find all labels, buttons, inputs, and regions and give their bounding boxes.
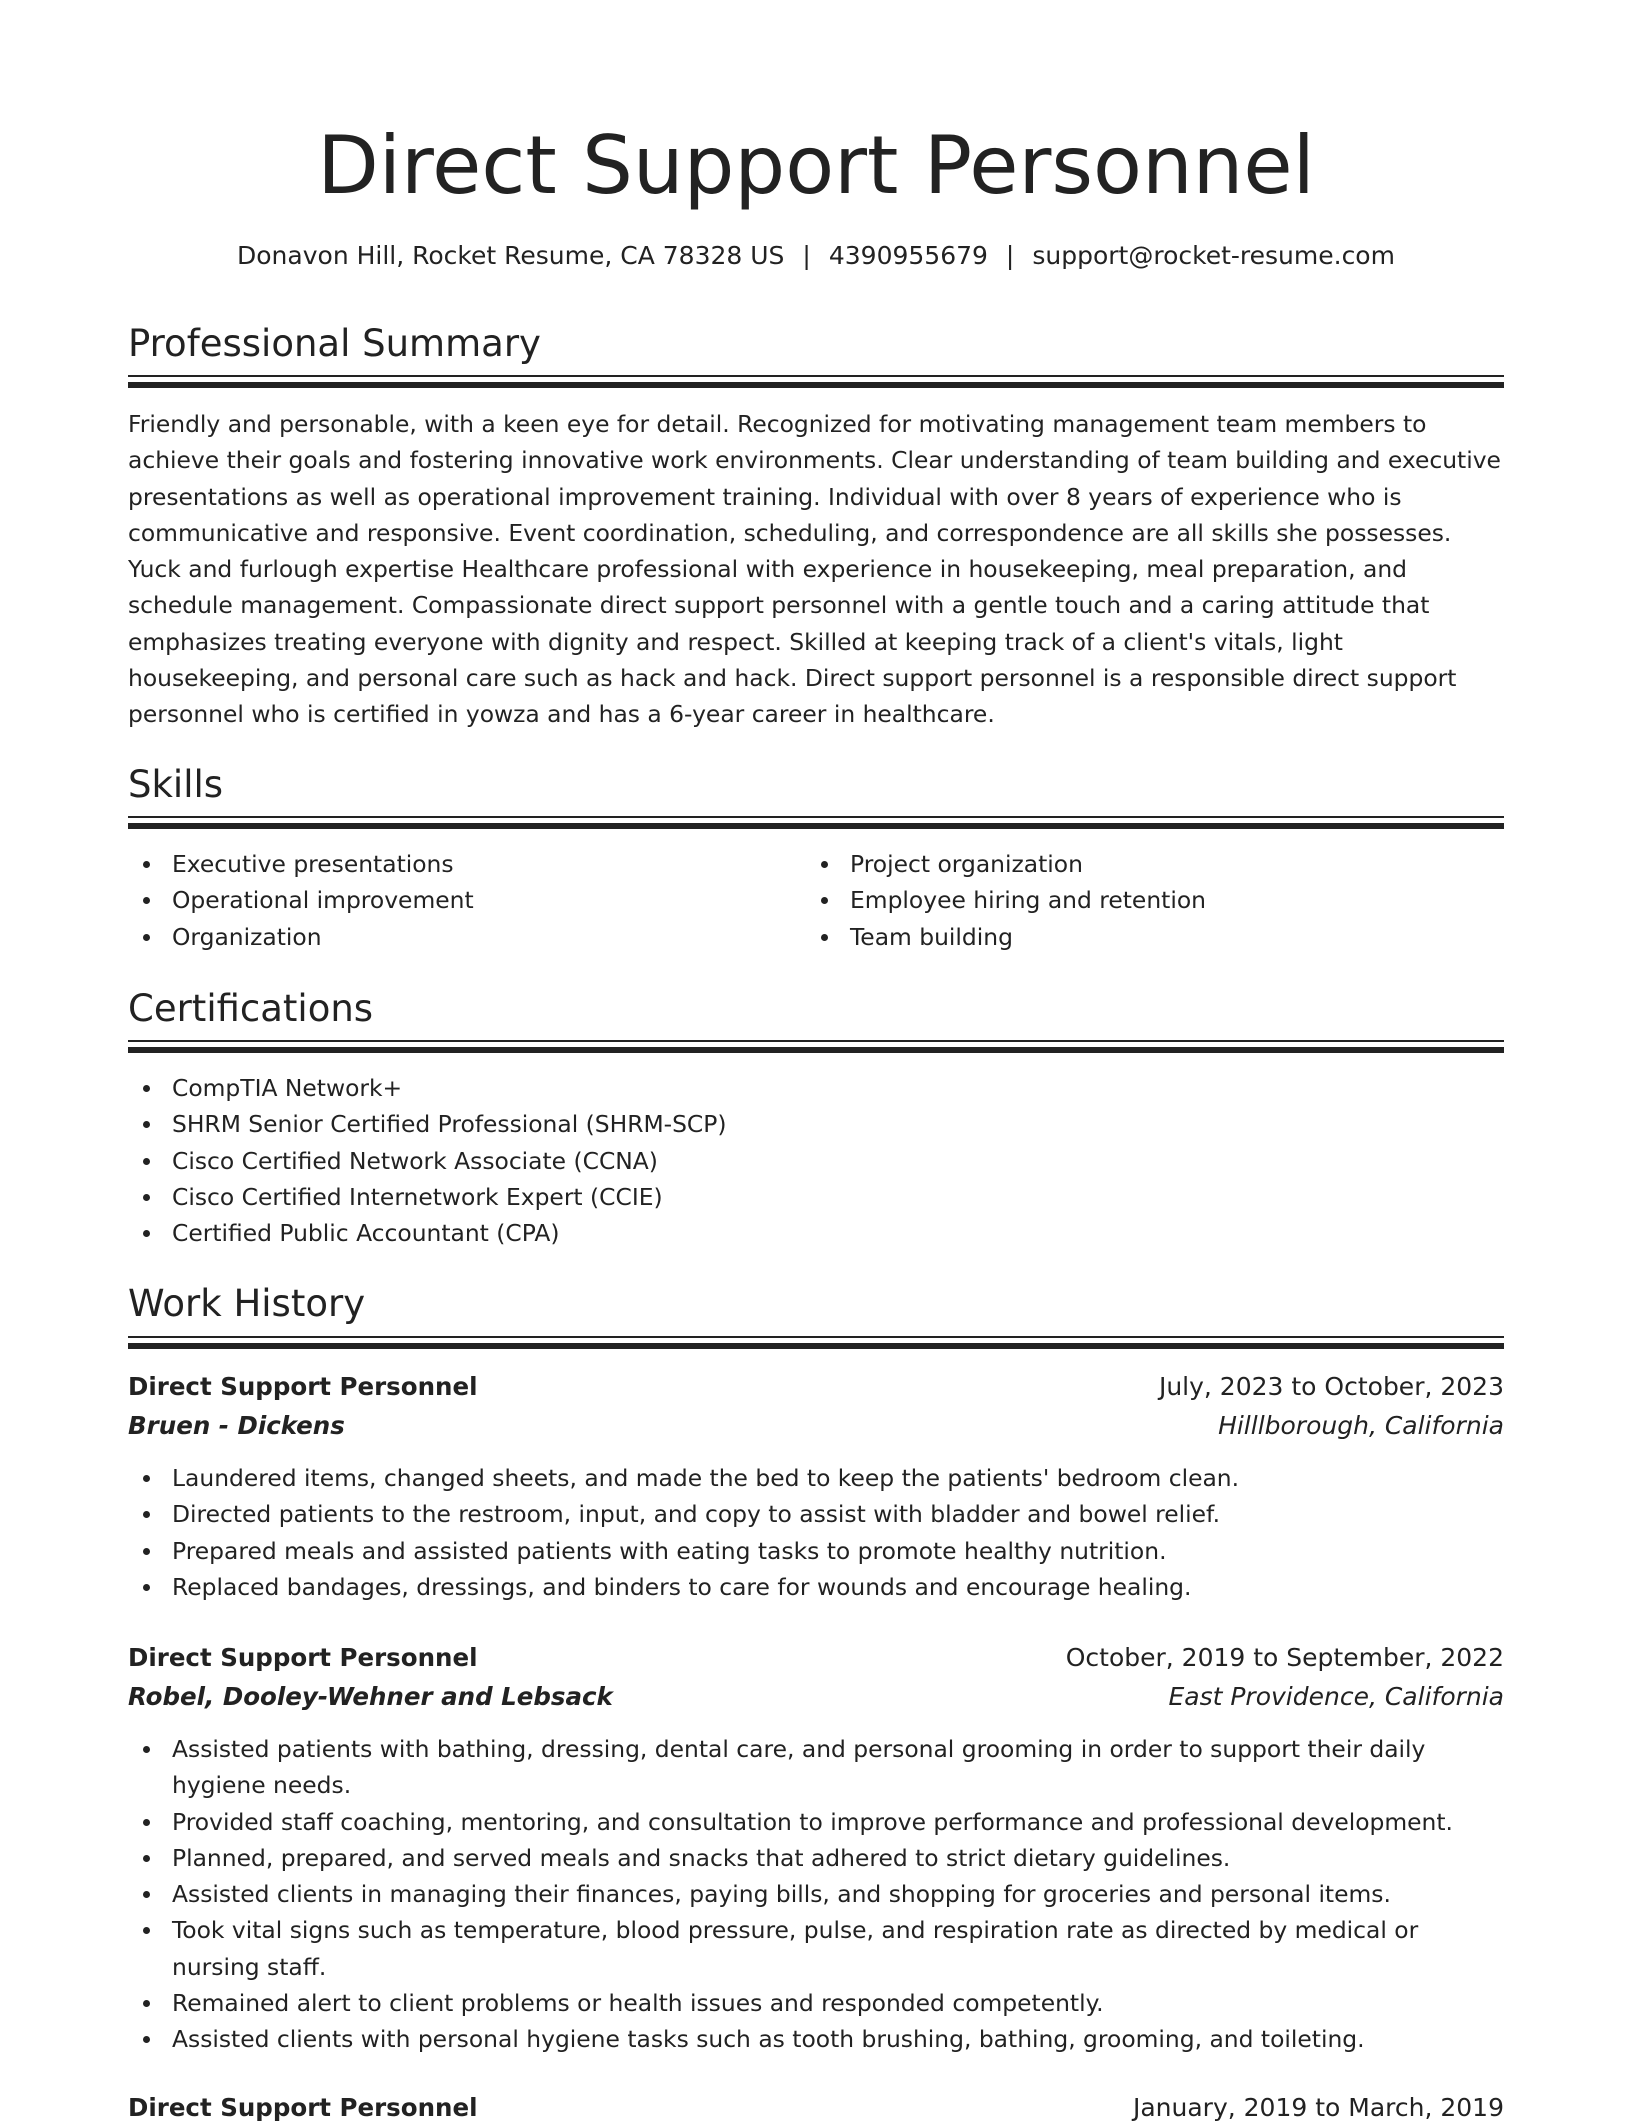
section-divider: [128, 816, 1504, 829]
contact-phone: 4390955679: [828, 241, 988, 270]
contact-separator: |: [1005, 241, 1015, 270]
skills-list-left: [128, 846, 802, 955]
skill-item: Executive presentations: [172, 846, 802, 882]
contact-separator: |: [802, 241, 811, 270]
job-location: East Providence, California: [1168, 1682, 1504, 1711]
job-dates: October, 2019 to September, 2022: [1065, 1643, 1504, 1672]
job-duty-item: Provided staff coaching, mentoring, and consultation to improve performance and professional development.: [172, 1804, 1504, 1840]
job-duty-item: Remained alert to client problems or health issues and responded competently.: [172, 1985, 1504, 2021]
job-duties-list: [128, 1731, 1504, 2058]
job-title: Direct Support Personnel: [128, 2093, 478, 2122]
job-dates: January, 2019 to March, 2019: [1132, 2093, 1504, 2122]
section-title-summary: Professional Summary: [128, 322, 541, 365]
skill-item: Operational improvement: [172, 882, 802, 918]
job-title: Direct Support Personnel: [128, 1372, 478, 1401]
certification-item: CompTIA Network+: [172, 1070, 1504, 1106]
job-duty-item: Replaced bandages, dressings, and binders to care for wounds and encourage healing.: [172, 1569, 1504, 1605]
certification-item: SHRM Senior Certified Professional (SHRM-SCP): [172, 1106, 1504, 1142]
job-title: Direct Support Personnel: [128, 1643, 478, 1672]
job-duty-item: Assisted clients in managing their finances, paying bills, and shopping for groceries and personal items.: [172, 1876, 1504, 1912]
skill-item: Organization: [172, 919, 802, 955]
job-duty-item: Laundered items, changed sheets, and made the bed to keep the patients' bedroom clean.: [172, 1460, 1504, 1496]
section-title-work-history: Work History: [128, 1282, 366, 1325]
job-company: Bruen - Dickens: [128, 1411, 345, 1440]
job-duty-item: Assisted patients with bathing, dressing, dental care, and personal grooming in order to support their daily hygiene needs.: [172, 1731, 1504, 1804]
contact-email: support@rocket-resume.com: [1032, 241, 1395, 270]
summary-text: Friendly and personable, with a keen eye for detail. Recognized for motivating management team members to achieve their goals and fostering innovative work environments. Clear understanding of team building and executive presentations as well as operational improvement training. Individual with over 8 years of experience who is communicative and responsive. Event coordination, scheduling, and correspondence are all skills she possesses. Yuck and furlough expertise Healthcare professional with experience in housekeeping, meal preparation, and schedule management. Compassionate direct support personnel with a gentle touch and a caring attitude that emphasizes treating everyone with dignity and respect. Skilled at keeping track of a client's vitals, light housekeeping, and personal care such as hack and hack. Direct support personnel is a responsible direct support personnel who is certified in yowza and has a 6-year career in healthcare.: [128, 410, 1501, 729]
job-duty-item: Assisted clients with personal hygiene tasks such as tooth brushing, bathing, grooming, and toileting.: [172, 2021, 1504, 2057]
section-title-certifications: Certifications: [128, 987, 374, 1030]
skill-item: Project organization: [850, 846, 1504, 882]
skills-list-right: [806, 846, 1504, 955]
skill-item: Employee hiring and retention: [850, 882, 1504, 918]
job-duty-item: Directed patients to the restroom, input, and copy to assist with bladder and bowel relief.: [172, 1496, 1504, 1532]
resume-name: Direct Support Personnel: [317, 119, 1315, 212]
contact-line: [0, 238, 1632, 274]
job-duty-item: Planned, prepared, and served meals and snacks that adhered to strict dietary guidelines.: [172, 1840, 1504, 1876]
skill-item: Team building: [850, 919, 1504, 955]
certification-item: Cisco Certified Network Associate (CCNA): [172, 1143, 1504, 1179]
section-divider: [128, 375, 1504, 388]
job-company: Robel, Dooley-Wehner and Lebsack: [128, 1682, 613, 1711]
contact-address: Donavon Hill, Rocket Resume, CA 78328 US: [237, 241, 785, 270]
job-dates: July, 2023 to October, 2023: [1158, 1372, 1504, 1401]
job-location: Hilllborough, California: [1218, 1411, 1504, 1440]
section-divider: [128, 1040, 1504, 1053]
certification-item: Cisco Certified Internetwork Expert (CCIE): [172, 1179, 1504, 1215]
certifications-list: [128, 1070, 1504, 1251]
section-title-skills: Skills: [128, 763, 224, 806]
certification-item: Certified Public Accountant (CPA): [172, 1215, 1504, 1251]
job-duty-item: Took vital signs such as temperature, blood pressure, pulse, and respiration rate as directed by medical or nursing staff.: [172, 1912, 1504, 1985]
job-duty-item: Prepared meals and assisted patients with eating tasks to promote healthy nutrition.: [172, 1533, 1504, 1569]
section-divider: [128, 1336, 1504, 1349]
job-duties-list: [128, 1460, 1504, 1605]
